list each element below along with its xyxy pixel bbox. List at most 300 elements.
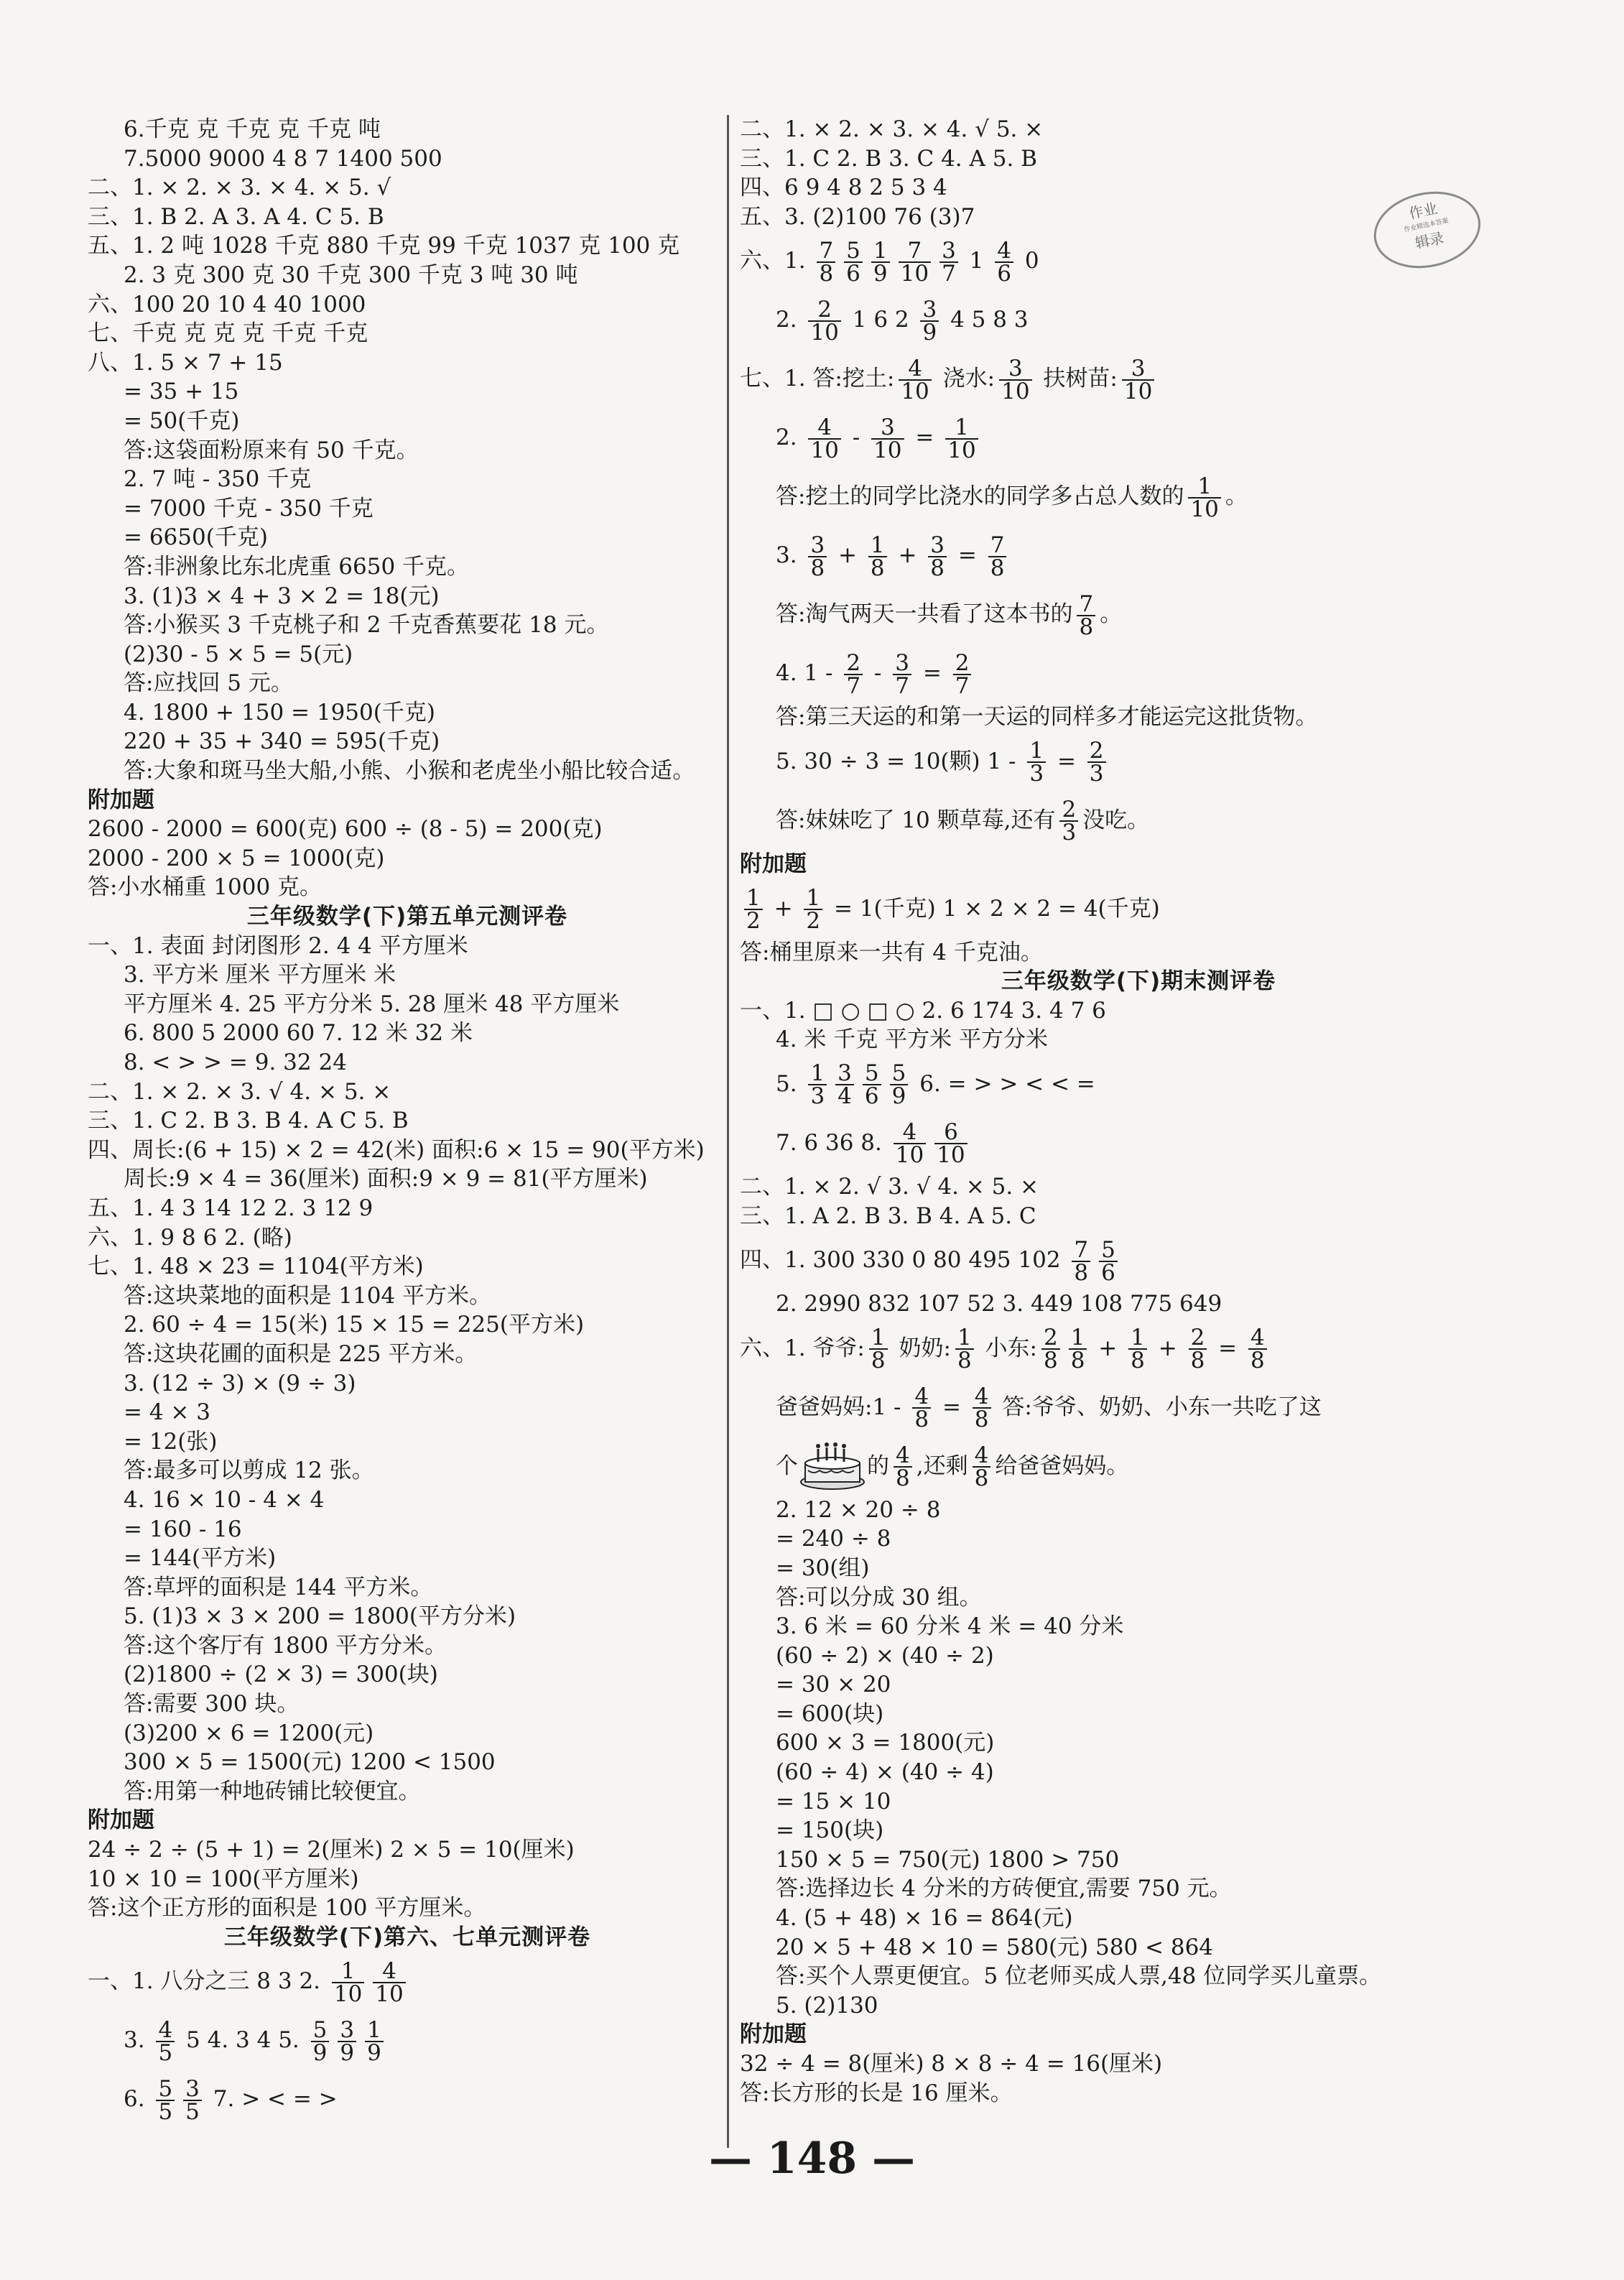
answer-text: 8. < > > = 9. 32 24: [124, 1049, 347, 1075]
fraction-numerator: 3: [930, 532, 945, 558]
answer-line: [88, 1690, 727, 1719]
answer-line: [740, 996, 1537, 1026]
answer-line: [740, 703, 1537, 732]
answer-text: = 15 × 10: [776, 1788, 891, 1815]
answer-text: = 30 × 20: [776, 1672, 891, 1698]
answer-text: 5. (1)3 × 3 × 200 = 1800(平方分米): [124, 1603, 516, 1630]
answer-text: 周长:9 × 4 = 36(厘米) 面积:9 × 9 = 81(平方厘米): [124, 1166, 648, 1192]
fraction: [1087, 738, 1106, 787]
answer-line: [740, 732, 1537, 791]
answer-line: [88, 1515, 727, 1544]
answer-text: 二、1. × 2. × 3. √ 4. × 5. ×: [88, 1078, 391, 1105]
answer-text: 答:最多可以剪成 12 张。: [124, 1458, 374, 1484]
fraction-numerator: 7: [1074, 1236, 1089, 1263]
answer-text: 四、6 9 4 8 2 5 3 4: [740, 175, 947, 201]
answer-text: 附加题: [740, 2021, 807, 2048]
fraction-numerator: 3: [185, 2075, 200, 2102]
answer-line: [88, 844, 727, 873]
fraction: [817, 237, 835, 287]
fraction-numerator: 4: [896, 1442, 910, 1469]
answer-text: 答:淘气两天一共看了这本书的: [776, 601, 1073, 628]
fraction: [893, 649, 911, 699]
answer-text: 三、1. B 2. A 3. A 4. C 5. B: [88, 203, 384, 230]
answer-line: [88, 261, 727, 290]
answer-text: 2. 12 × 20 ÷ 8: [776, 1496, 941, 1523]
fraction: [988, 534, 1007, 579]
fraction-denominator: 8: [988, 556, 1007, 579]
fraction-numerator: 2: [955, 649, 970, 676]
answer-line: [740, 1172, 1537, 1202]
answer-text: -: [845, 425, 868, 451]
fraction-denominator: 10: [1122, 379, 1154, 402]
answer-text: 10 × 10 = 100(平方厘米): [88, 1866, 359, 1892]
fraction-denominator: 10: [894, 1143, 926, 1166]
fraction-numerator: 5: [846, 237, 860, 264]
answer-line: [88, 1544, 727, 1573]
fraction-denominator: 8: [1248, 1348, 1267, 1371]
answer-text: 0: [1018, 248, 1039, 274]
fraction: [1027, 738, 1046, 787]
fraction: [995, 237, 1013, 287]
answer-text: 答:这块花圃的面积是 225 平方米。: [124, 1340, 478, 1367]
answer-text: 六、100 20 10 4 40 1000: [88, 291, 366, 318]
fraction-denominator: 8: [817, 261, 835, 284]
left-column: [88, 115, 727, 2128]
answer-line: [740, 1496, 1537, 1525]
answer-line: [740, 467, 1537, 526]
fraction: [183, 2075, 202, 2125]
fraction: [934, 1119, 967, 1169]
answer-text: (2)1800 ÷ (2 × 3) = 300(块): [124, 1662, 438, 1688]
answer-line: [740, 1758, 1537, 1787]
answer-text: 一、1. 表面 封闭图形 2. 4 4 平方厘米: [88, 932, 468, 959]
answer-line: [88, 1194, 727, 1223]
answer-text: 没吃。: [1082, 807, 1150, 833]
fraction-denominator: 3: [1087, 761, 1106, 784]
answer-text: 二、1. × 2. √ 3. √ 4. × 5. ×: [740, 1173, 1039, 1200]
answer-line: [88, 1164, 727, 1194]
answer-text: 5 4. 3 4 5.: [179, 2027, 307, 2054]
fraction-denominator: 8: [1072, 1261, 1090, 1284]
answer-text: =: [1211, 1335, 1244, 1361]
fraction-denominator: 3: [808, 1084, 827, 1107]
fraction-denominator: 9: [890, 1084, 909, 1107]
fraction-numerator: 1: [1029, 738, 1044, 764]
answer-text: (60 ÷ 4) × (40 ÷ 4): [776, 1759, 994, 1786]
answer-text: 五、1. 2 吨 1028 千克 880 千克 99 千克 1037 克 100 克: [88, 233, 680, 259]
answer-text: 3. (1)3 × 4 + 3 × 2 = 18(元): [124, 583, 440, 609]
fraction: [808, 534, 827, 579]
answer-text: 3. 平方米 厘米 平方厘米 米: [124, 962, 396, 988]
answer-line: [88, 1106, 727, 1136]
answer-line: [88, 436, 727, 465]
fraction: [868, 534, 887, 579]
answer-text: 5. (2)130: [776, 1992, 878, 2019]
stamp-line: 作业: [1407, 199, 1439, 223]
fraction-numerator: 4: [1250, 1325, 1265, 1351]
answer-text: 6. = > > < < =: [912, 1070, 1095, 1097]
fraction-numerator: 4: [908, 355, 922, 381]
fraction: [804, 885, 822, 935]
fraction-numerator: 2: [817, 296, 832, 323]
fraction: [156, 2016, 175, 2066]
answer-text: 二、1. × 2. × 3. × 4. × 5. √: [88, 175, 391, 201]
fraction: [973, 1442, 991, 1492]
answer-text: 给爸爸妈妈。: [995, 1452, 1129, 1479]
answer-line: [88, 873, 727, 902]
fraction: [928, 534, 947, 579]
page-number: — 148 —: [708, 2133, 916, 2184]
answer-line: [740, 1962, 1537, 1991]
answer-line: [740, 1874, 1537, 1904]
fraction-denominator: 9: [920, 320, 939, 343]
answer-text: (2)30 - 5 × 5 = 5(元): [124, 641, 353, 667]
answer-text: 三、1. C 2. B 3. B 4. A C 5. B: [88, 1108, 409, 1134]
answer-text: 的: [867, 1452, 889, 1479]
answer-line: [740, 1025, 1537, 1055]
fraction: [844, 649, 863, 699]
fraction-numerator: 7: [907, 237, 922, 264]
fraction-numerator: 1: [367, 2016, 381, 2043]
fraction-denominator: 8: [928, 556, 947, 579]
answer-line: [740, 1202, 1537, 1231]
answer-text: 2.: [776, 307, 804, 333]
answer-text: +: [831, 542, 864, 569]
answer-text: 6.: [124, 2086, 152, 2113]
answer-text: 三、1. A 2. B 3. B 4. A 5. C: [740, 1202, 1036, 1229]
fraction: [808, 414, 840, 463]
answer-line: [88, 1427, 727, 1457]
answer-text: 32 ÷ 4 = 8(厘米) 8 × 8 ÷ 4 = 16(厘米): [740, 2051, 1163, 2077]
answer-text: = 6650(千克): [124, 524, 268, 551]
fraction: [744, 885, 763, 935]
fraction-denominator: 10: [332, 1982, 364, 2005]
fraction-numerator: 4: [997, 237, 1011, 264]
answer-line: [88, 1894, 727, 1923]
bonus-heading: [88, 1806, 727, 1835]
fraction: [999, 355, 1031, 404]
fraction-numerator: 1: [1131, 1325, 1145, 1351]
fraction-denominator: 8: [868, 556, 887, 579]
fraction-denominator: 10: [934, 1143, 967, 1166]
answer-line: [88, 1019, 727, 1048]
fraction-denominator: 9: [311, 2041, 330, 2064]
answer-line: [88, 1660, 727, 1690]
answer-text: = 240 ÷ 8: [776, 1526, 891, 1552]
fraction-numerator: 6: [944, 1119, 958, 1146]
fraction-denominator: 8: [973, 1466, 991, 1489]
fraction: [863, 1060, 881, 1110]
answer-text: 答:买个人票更便宜。5 位老师买成人票,48 位同学买儿童票。: [776, 1963, 1382, 1990]
answer-line: [740, 1113, 1537, 1172]
fraction: [1248, 1325, 1267, 1374]
answer-line: [88, 1369, 727, 1399]
fraction: [373, 1957, 405, 2007]
answer-text: 答:大象和斑马坐大船,小熊、小猴和老虎坐小船比较合适。: [124, 758, 695, 784]
answer-text: = 4 × 3: [124, 1399, 210, 1426]
fraction: [869, 1325, 888, 1374]
answer-line: [88, 582, 727, 611]
answer-line: [88, 231, 727, 261]
answer-line: [88, 2011, 727, 2070]
answer-line: [88, 523, 727, 552]
answer-text: 答:妹妹吃了 10 颗草莓,还有: [776, 807, 1056, 833]
answer-line: [88, 407, 727, 436]
answer-text: 附加题: [88, 1807, 154, 1834]
fraction-numerator: 5: [864, 1060, 879, 1087]
fraction-numerator: 1: [806, 885, 821, 912]
answer-text: 2.: [776, 425, 804, 451]
fraction-numerator: 4: [914, 1384, 929, 1410]
bonus-heading: [740, 2020, 1537, 2049]
fraction-numerator: 3: [837, 1060, 852, 1087]
fraction: [953, 649, 972, 699]
answer-text: 7.5000 9000 4 8 7 1400 500: [124, 145, 442, 172]
answer-text: 。: [1225, 483, 1248, 510]
answer-line: [88, 932, 727, 961]
fraction-denominator: 10: [899, 261, 931, 284]
answer-text: 3.: [776, 542, 804, 569]
answer-text: 4. 1 -: [776, 660, 840, 687]
answer-line: [88, 1456, 727, 1486]
fraction-numerator: 4: [158, 2016, 173, 2043]
answer-line: [88, 815, 727, 844]
fraction-denominator: 10: [808, 320, 840, 343]
answer-text: 四、1. 300 330 0 80 495 102: [740, 1247, 1068, 1274]
fraction-denominator: 6: [995, 261, 1013, 284]
answer-line: [88, 1310, 727, 1340]
answer-line: [88, 1573, 727, 1603]
answer-text: 四、周长:(6 + 15) × 2 = 42(米) 面积:6 × 15 = 90(平方米): [88, 1136, 705, 1163]
answer-line: [740, 1231, 1537, 1289]
fraction: [311, 2016, 330, 2066]
fraction: [808, 296, 840, 346]
column-divider: [727, 115, 729, 2148]
fraction-numerator: 1: [871, 1325, 886, 1351]
fraction: [1099, 1236, 1118, 1286]
answer-text: 六、1. 爷爷:: [740, 1335, 865, 1361]
answer-line: [88, 2070, 727, 2128]
answer-text: 20 × 5 + 48 × 10 = 580(元) 580 < 864: [776, 1934, 1214, 1960]
answer-text: =: [908, 425, 942, 451]
fraction-denominator: 6: [844, 261, 863, 284]
fraction: [844, 237, 863, 287]
answer-text: =: [935, 1394, 968, 1420]
answer-text: 4 5 8 3: [943, 307, 1029, 333]
fraction-numerator: 7: [990, 532, 1005, 558]
fraction-denominator: 3: [1059, 820, 1078, 843]
answer-text: = 30(组): [776, 1554, 870, 1581]
fraction: [945, 414, 978, 463]
answer-text: =: [951, 542, 984, 569]
answer-text: 4. 16 × 10 - 4 × 4: [124, 1486, 325, 1513]
fraction-denominator: 10: [808, 438, 840, 461]
answer-line: [740, 349, 1537, 408]
answer-text: 奶奶:: [891, 1335, 951, 1361]
answer-text: 答:第三天运的和第一天运的同样多才能运完这批货物。: [776, 704, 1318, 731]
answer-text: 220 + 35 + 340 = 595(千克): [124, 728, 440, 755]
fraction: [955, 1325, 974, 1374]
answer-text: 3. (12 ÷ 3) × (9 ÷ 3): [124, 1370, 356, 1396]
answer-text: 七、千克 克 克 克 千克 千克: [88, 320, 368, 347]
fraction: [894, 1119, 926, 1169]
fraction-numerator: 1: [1197, 473, 1212, 499]
answer-text: = 144(平方米): [124, 1545, 277, 1572]
answer-line: [88, 1631, 727, 1661]
fraction: [920, 296, 939, 346]
answer-text: 个: [776, 1452, 798, 1479]
answer-text: +: [1151, 1335, 1184, 1361]
answer-line: [740, 1583, 1537, 1613]
fraction: [332, 1957, 364, 2007]
fraction-numerator: 2: [1043, 1325, 1058, 1351]
answer-line: [88, 1048, 727, 1078]
fraction-denominator: 7: [893, 674, 911, 697]
fraction-numerator: 1: [746, 885, 761, 912]
answer-line: [740, 1787, 1537, 1817]
answer-line: [740, 1904, 1537, 1933]
fraction-denominator: 2: [804, 909, 822, 932]
answer-text: 答:桶里原来一共有 4 千克油。: [740, 939, 1043, 965]
answer-text: 答:需要 300 块。: [124, 1691, 300, 1718]
answer-text: = 50(千克): [124, 407, 240, 434]
fraction-denominator: 3: [1027, 761, 1046, 784]
fraction-numerator: 5: [891, 1060, 906, 1087]
answer-line: [88, 1602, 727, 1631]
answer-line: [740, 408, 1537, 467]
answer-text: 扶树苗:: [1036, 366, 1118, 392]
answer-text: 二、1. × 2. × 3. × 4. √ 5. ×: [740, 116, 1044, 142]
fraction: [899, 355, 931, 404]
fraction-numerator: 5: [312, 2016, 328, 2043]
answer-text: -: [867, 660, 889, 687]
answer-line: [88, 990, 727, 1019]
section-heading: [88, 902, 727, 932]
answer-line: [740, 1554, 1537, 1583]
answer-line: [740, 1728, 1537, 1758]
answer-text: (3)200 × 6 = 1200(元): [124, 1720, 374, 1746]
answer-text: = 150(块): [776, 1817, 884, 1844]
answer-text: 2. 3 克 300 克 30 千克 300 千克 3 吨 30 吨: [124, 261, 578, 288]
answer-text: 六、1. 9 8 6 2. (略): [88, 1224, 292, 1251]
answer-text: 5. 30 ÷ 3 = 10(颗) 1 -: [776, 748, 1024, 774]
answer-line: [740, 938, 1537, 968]
fraction: [894, 1442, 912, 1492]
fraction: [871, 414, 904, 463]
answer-line: [740, 1437, 1537, 1496]
fraction: [899, 237, 931, 287]
answer-line: [740, 1289, 1537, 1319]
fraction-numerator: 4: [382, 1957, 396, 1984]
answer-line: [740, 1612, 1537, 1641]
fraction-numerator: 1: [870, 532, 885, 558]
answer-text: 答:用第一种地砖铺比较便宜。: [124, 1778, 421, 1804]
answer-line: [740, 1700, 1537, 1729]
answer-text: 五、3. (2)100 76 (3)7: [740, 203, 975, 230]
fraction-denominator: 8: [1069, 1348, 1087, 1371]
answer-line: [740, 791, 1537, 850]
answer-line: [740, 1670, 1537, 1700]
answer-line: [740, 879, 1537, 938]
fraction-denominator: 5: [183, 2100, 202, 2123]
answer-text: = 1(千克) 1 × 2 × 2 = 4(千克): [827, 895, 1160, 922]
answer-text: 附加题: [740, 851, 807, 877]
answer-line: [88, 960, 727, 990]
fraction-numerator: 4: [817, 414, 832, 440]
answer-text: +: [891, 542, 924, 569]
fraction-denominator: 8: [894, 1466, 912, 1489]
answer-text: 3.: [124, 2027, 152, 2054]
answer-line: [88, 1223, 727, 1253]
answer-line: [88, 1748, 727, 1777]
bonus-heading: [740, 850, 1537, 879]
answer-line: [88, 1835, 727, 1865]
answer-text: 2000 - 200 × 5 = 1000(克): [88, 845, 385, 871]
fraction-denominator: 7: [953, 674, 972, 697]
answer-line: [88, 727, 727, 756]
answer-line: [88, 1340, 727, 1369]
answer-text: = 160 - 16: [124, 1516, 242, 1542]
section-heading: [88, 1923, 727, 1952]
fraction-denominator: 7: [939, 261, 958, 284]
stamp-line: 辑录: [1414, 228, 1446, 252]
fraction-numerator: 4: [902, 1119, 917, 1146]
answer-text: 2. 7 吨 - 350 千克: [124, 466, 312, 493]
fraction: [939, 237, 958, 287]
answer-line: [88, 319, 727, 348]
fraction: [1072, 1236, 1090, 1286]
fraction-denominator: 6: [863, 1084, 881, 1107]
answer-text: 600 × 3 = 1800(元): [776, 1730, 995, 1756]
fraction-denominator: 8: [912, 1407, 931, 1430]
answer-line: [88, 1952, 727, 2011]
answer-line: [740, 1845, 1537, 1875]
answer-text: 七、1. 48 × 23 = 1104(平方米): [88, 1253, 424, 1280]
answer-text: +: [1091, 1335, 1125, 1361]
fraction: [890, 1060, 909, 1110]
answer-text: 24 ÷ 2 ÷ (5 + 1) = 2(厘米) 2 × 5 = 10(厘米): [88, 1837, 575, 1863]
answer-text: 八、1. 5 × 7 + 15: [88, 349, 283, 376]
fraction: [808, 1060, 827, 1110]
fraction: [1059, 797, 1078, 846]
fraction-denominator: 10: [871, 438, 904, 461]
answer-text: 答:小猴买 3 千克桃子和 2 千克香蕉要花 18 元。: [124, 612, 609, 639]
answer-line: [88, 698, 727, 728]
answer-text: = 7000 千克 - 350 千克: [124, 495, 373, 522]
fraction: [1128, 1325, 1147, 1374]
answer-line: [740, 1991, 1537, 2021]
answer-text: 答:可以分成 30 组。: [776, 1584, 982, 1611]
answer-line: [88, 494, 727, 524]
answer-line: [88, 173, 727, 203]
answer-text: = 35 + 15: [124, 379, 239, 405]
fraction: [1069, 1325, 1087, 1374]
fraction: [835, 1060, 854, 1110]
cake-icon: [798, 1442, 867, 1492]
answer-line: [740, 1933, 1537, 1962]
fraction-numerator: 1: [810, 1060, 825, 1087]
fraction-numerator: 2: [1190, 1325, 1205, 1351]
answer-text: 三年级数学(下)第六、七单元测评卷: [223, 1924, 591, 1950]
stamp-line: 作业精选本答案: [1403, 217, 1449, 234]
answer-text: 7. 6 36 8.: [776, 1129, 889, 1156]
answer-line: [740, 1816, 1537, 1845]
answer-text: 答:应找回 5 元。: [124, 670, 293, 697]
fraction-denominator: 2: [744, 909, 763, 932]
answer-text: 6. 800 5 2000 60 7. 12 米 32 米: [124, 1020, 473, 1047]
answer-text: +: [766, 895, 800, 922]
fraction: [1188, 473, 1220, 522]
